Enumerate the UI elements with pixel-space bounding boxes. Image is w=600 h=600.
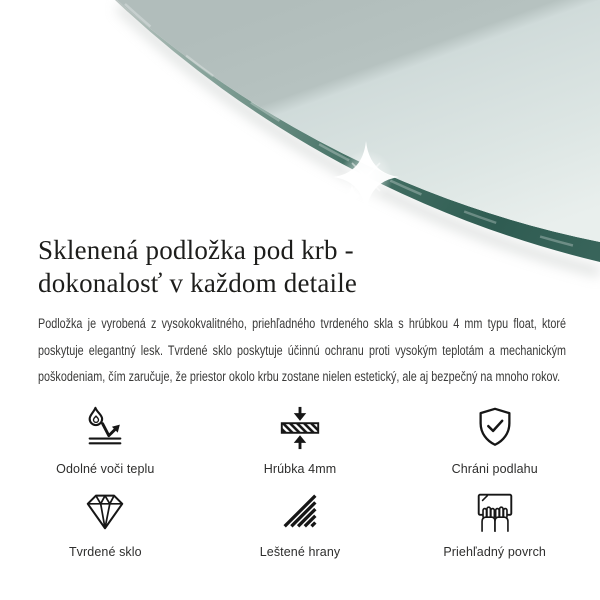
transparent-surface-icon — [472, 488, 518, 534]
page-title: Sklenená podložka pod krb - dokonalosť v každom detaile — [38, 235, 358, 298]
feature-label: Priehľadný povrch — [443, 544, 546, 559]
heat-resistant-icon — [82, 405, 128, 451]
feature-item-floor-protection — [397, 405, 592, 476]
feature-label: Odolné voči teplu — [56, 461, 155, 476]
feature-item-heat-resistant — [8, 405, 203, 476]
feature-item-tempered-glass — [8, 488, 203, 559]
feature-label: Chráni podlahu — [451, 461, 538, 476]
polished-edges-icon — [277, 488, 323, 534]
feature-item-polished-edges — [203, 488, 398, 559]
tempered-glass-icon — [82, 488, 128, 534]
feature-item-transparent-surface — [397, 488, 592, 559]
feature-label: Leštené hrany — [259, 544, 341, 559]
floor-protection-icon — [472, 405, 518, 451]
thickness-4mm-icon — [277, 405, 323, 451]
feature-label: Hrúbka 4mm — [263, 461, 337, 476]
feature-label: Tvrdené sklo — [68, 544, 142, 559]
feature-item-thickness — [203, 405, 398, 476]
product-description: Podložka je vyrobená z vysokokvalitného, priehľadného tvrdeného skla s hrúbkou 4 mm typu float, ktoré poskytuje elegantný lesk. Tvrdené sklo poskytuje účinnú ochranu proti vysokým teplotám a mechanickým poškodeniam, čím zaručuje, že priestor okolo krbu zostane nielen estetický, ale aj bezpečný na mnoho rokov. — [38, 316, 566, 384]
features-grid — [8, 405, 592, 559]
